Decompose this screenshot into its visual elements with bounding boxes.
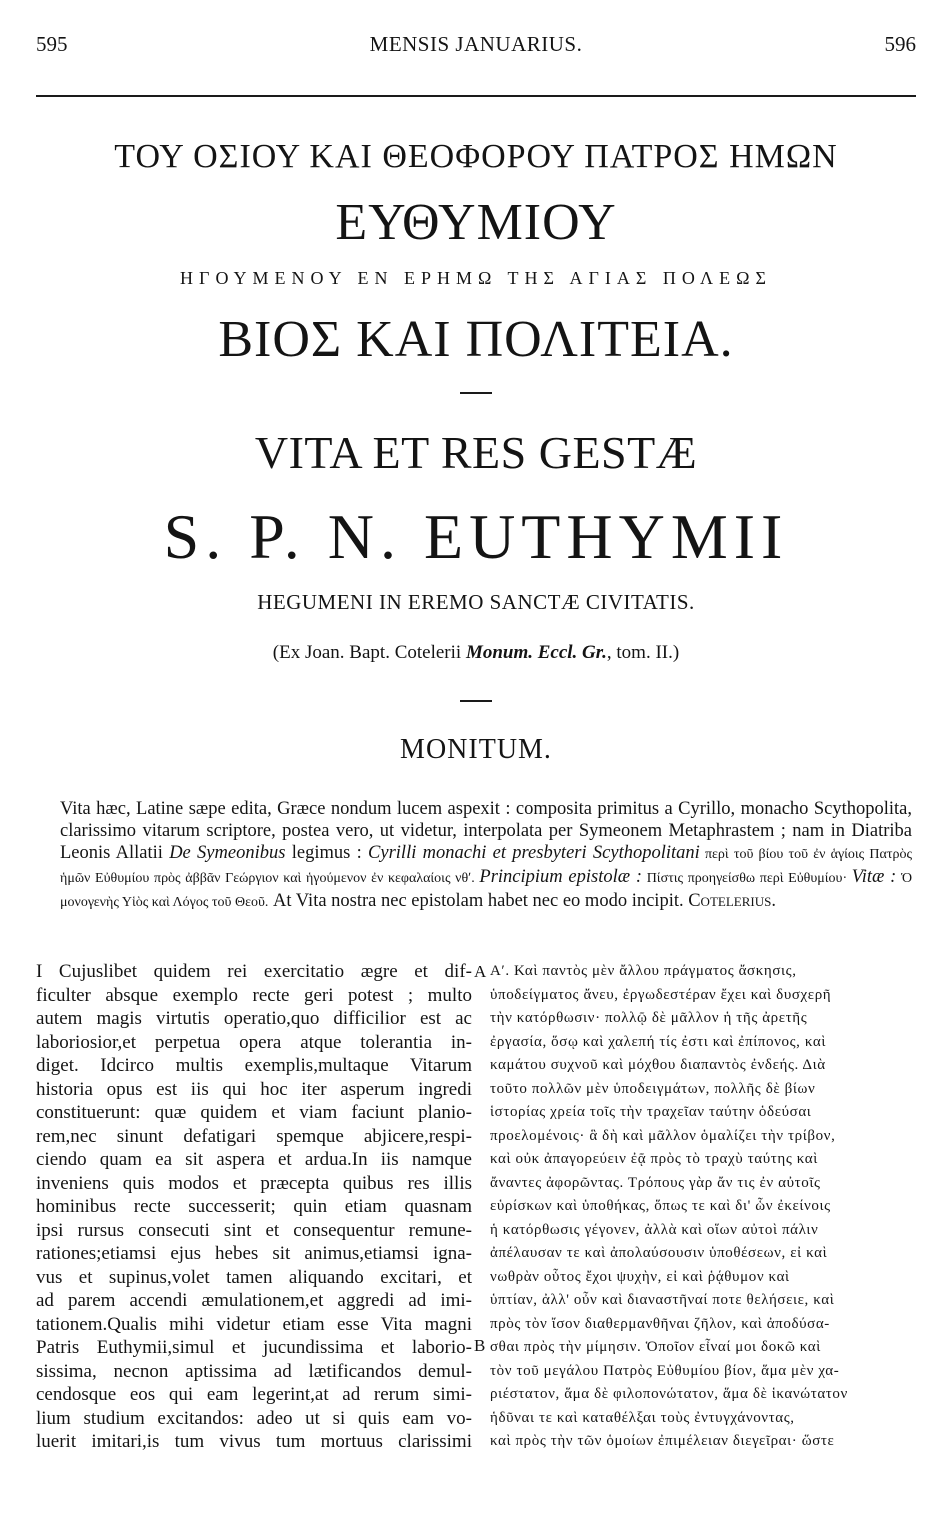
greek-title-line-4: ΒΙΟΣ ΚΑΙ ΠΟΛΙΤΕΙΑ. [218, 311, 734, 368]
latin-text-line: ipsi rursus consecuti sint et consequentur remune- [36, 1219, 472, 1241]
greek-text-line: καὶ πρὸς τὴν τῶν ὁμοίων ἐπιμέλειαν διεγεῖραι· ὥστε [490, 1433, 835, 1449]
latin-column [36, 960, 472, 1454]
latin-text-line: ad parem accendi æmulationem,et aggredi ad imi- [36, 1290, 472, 1311]
right-page-number: 596 [884, 32, 916, 56]
latin-text-line: I Cujuslibet quidem rei exercitatio ægre et dif- [36, 961, 472, 982]
monitum-greek-2: Πίστις προηγείσθω περὶ Εὐθυμίου· [642, 871, 852, 886]
greek-text-line: τὸν τοῦ μεγάλου Πατρὸς Εὐθυμίου βίον, ἅμα μὲν χα- [490, 1362, 840, 1379]
latin-text-line: constituerunt: quæ quidem et viam faciunt planio- [36, 1102, 472, 1123]
monitum-heading: MONITUM. [400, 734, 552, 765]
greek-text-line: προελομένοις· ἃ δὴ καὶ μᾶλλον ὁμαλίζει τὴν τρίβον, [490, 1127, 836, 1144]
header-rule [36, 95, 916, 97]
latin-text-line: rationes;etiamsi ejus hebes sit animus,etiamsi igna- [36, 1243, 472, 1264]
latin-text-line: ficulter absque exemplo recte geri potest ; multo [36, 984, 472, 1006]
greek-text-line: ὑποδείγματος ἄνευ, ἐργωδεστέραν ἔχει καὶ δυσχερῆ [490, 986, 832, 1003]
latin-text-line: inveniens quis modos et præcepta quibus res illis [36, 1172, 472, 1194]
greek-text-line: ἡ κατόρθωσις γέγονεν, ἀλλὰ καὶ οἵων αὐτοὶ πάλιν [490, 1221, 819, 1238]
monitum-italic-3: Principium epistolæ : [479, 867, 643, 887]
monitum-italic-4: Vitæ : [851, 867, 897, 887]
running-header [36, 32, 916, 62]
margin-letter-a: A [474, 962, 487, 981]
greek-text-line: εὑρίσκων καὶ ὑποθήκας, ὅπως τε καὶ δι' ὧν ἐκείνοις [490, 1198, 831, 1214]
greek-text-line: νωθρὰν οὗτος ἔχοι ψυχὴν, εἰ καὶ ῥᾴθυμον καὶ [490, 1268, 790, 1285]
greek-title-name: ΕΥΘΥΜΙΟΥ [335, 194, 617, 251]
latin-text-line: sissima, necnon aptissima ad lætificandos demul- [36, 1360, 472, 1382]
greek-text-line: πρὸς τὸν ἴσον διαθερμανθῆναι ζῆλον, καὶ ἀποδύσα- [490, 1315, 830, 1332]
greek-text-line: ριέστατον, ἅμα δὲ φιλοπονώτατον, ἅμα δὲ ἱκανώτατον [490, 1386, 848, 1402]
greek-text-line: ἐργασία, ὅσῳ καὶ χαλεπή τίς ἐστι καὶ ἐπίπονος, καὶ [490, 1033, 827, 1050]
monitum-italic-2: Cyrilli monachi et presbyteri Scythopolitani [368, 843, 700, 863]
monitum-greek-3: Ὁ μονογενὴς Υἱὸς καὶ Λόγος τοῦ Θεοῦ. [60, 871, 913, 910]
greek-text-line: ἱστορίας χρεία τοῖς τὴν τραχεῖαν ταύτην ὁδεύσαι [490, 1104, 812, 1120]
monitum-text-3: At Vita nostra nec epistolam habet nec eo modo incipit. [268, 891, 689, 911]
monitum-paragraph [60, 798, 912, 914]
greek-text-line: ὑπτίαν, ἀλλ' οὖν καὶ διαναστῆναί ποτε θελήσειε, καὶ [490, 1292, 835, 1308]
left-page-number: 595 [36, 32, 68, 56]
section-separator [460, 700, 492, 702]
greek-text-line: Αʹ. Καὶ παντὸς μὲν ἄλλου πράγματος ἄσκησις, [490, 963, 797, 979]
greek-text-line: καὶ οὐκ ἀπαγορεύειν ἐᾷ πρὸς τὸ τραχὺ ταύτης καὶ [490, 1151, 818, 1167]
source-citation [0, 642, 952, 664]
greek-title-line-3: ΗΓΟΥΜΕΝΟΥ ΕΝ ΕΡΗΜΩ ΤΗΣ ΑΓΙΑΣ ΠΟΛΕΩΣ [180, 268, 772, 288]
greek-title-line-1: ΤΟΥ ΟΣΙΟΥ ΚΑΙ ΘΕΟΦΟΡΟΥ ΠΑΤΡΟΣ ΗΜΩΝ [114, 138, 838, 175]
greek-text-line: τὴν κατόρθωσιν· πολλῷ δὲ μᾶλλον ἡ τῆς ἀρετῆς [490, 1010, 808, 1026]
monitum-text-1: Vita hæc, Latine sæpe edita, Græce nondum lucem aspexit : composita primitus a Cyrillo, monacho Scythopolita, clarissimo vitarum scriptore, postea vero, ut videtur, interpolata per Symeonem Metaphrastem ; nam in Diatriba Leonis Allatii [60, 799, 912, 863]
latin-text-line: luerit imitari,is tum vivus tum mortuus clarissimi [36, 1431, 472, 1452]
latin-title-name: S. P. N. EUTHYMII [163, 501, 789, 572]
latin-text-line: Patris Euthymii,simul et jucundissima et laborio- [36, 1337, 472, 1358]
latin-title-line-3: HEGUMENI IN EREMO SANCTÆ CIVITATIS. [257, 590, 695, 614]
greek-text-line: τοῦτο πολλῶν μὲν ὑποδειγμάτων, πολλῆς δὲ βίων [490, 1080, 816, 1097]
latin-text-line: vus et supinus,volet tamen aliquando excitari, et [36, 1266, 472, 1288]
greek-column [490, 960, 918, 1454]
latin-text-line: cendosque eos qui eam legerint,at ad rerum simi- [36, 1384, 472, 1405]
title-separator [460, 392, 492, 394]
latin-text-line: historia opus est iis qui hoc iter asperum ingredi [36, 1078, 472, 1100]
source-work: Monum. Eccl. Gr. [465, 642, 607, 663]
latin-text-line: lium studium excitandos: adeo ut si quis eam vo- [36, 1407, 472, 1429]
margin-letter-b: B [474, 1336, 486, 1355]
monitum-italic-1: De Symeonibus [169, 843, 286, 863]
latin-text-line: tationem.Qualis mihi videtur etiam esse Vita magni [36, 1313, 472, 1335]
latin-title-line-1: VITA ET RES GESTÆ [254, 427, 698, 478]
running-title: MENSIS JANUARIUS. [369, 32, 583, 56]
greek-text-line: ἀπέλαυσαν τε καὶ ἀπολαύσουσιν ὑποθέσεων, εἰ καὶ [490, 1245, 828, 1261]
monitum-greek-1: περὶ τοῦ βίου τοῦ ἐν ἁγίοις Πατρὸς ἡμῶν Εὐθυμίου πρὸς ἀββᾶν Γεώργιον καὶ ἡγούμενον ἐν κεφαλαίοις νθʹ. [60, 847, 912, 886]
latin-text-line: hominibus recte successerit; quin etiam quasnam [36, 1196, 472, 1217]
latin-text-line: autem magis virtutis operatio,quo difficilior est ac [36, 1008, 472, 1029]
source-suffix: , tom. II.) [606, 642, 680, 663]
latin-text-line: rem,nec sinunt defatigari spemque abjicere,respi- [36, 1125, 472, 1147]
monitum-text-2: legimus : [285, 843, 369, 863]
latin-text-line: diget. Idcirco multis exemplis,multaque Vitarum [36, 1055, 472, 1076]
monitum-author: Cotelerius. [688, 891, 776, 911]
greek-text-line: ἡδῦναι τε καὶ καταθέλξαι τοὺς ἐντυγχάνοντας, [490, 1409, 795, 1426]
greek-text-line: ἄναντες ἀφορῶντας. Τρόπους γὰρ ἄν τις ἐν αὐτοῖς [490, 1174, 821, 1191]
greek-text-line: καμάτου συχνοῦ καὶ μόχθου διαπαντὸς ἐνδεής. Διὰ [490, 1057, 826, 1073]
source-prefix: (Ex Joan. Bapt. Cotelerii [272, 642, 466, 663]
latin-text-line: laboriosior,et perpetua opera atque tolerantia in- [36, 1031, 472, 1053]
latin-text-line: ciendo quam ea sit aspera et ardua.In iis namque [36, 1149, 472, 1170]
greek-text-line: σθαι πρὸς τὴν μίμησιν. Ὁποῖον εἶναί μοι δοκῶ καὶ [490, 1339, 821, 1355]
